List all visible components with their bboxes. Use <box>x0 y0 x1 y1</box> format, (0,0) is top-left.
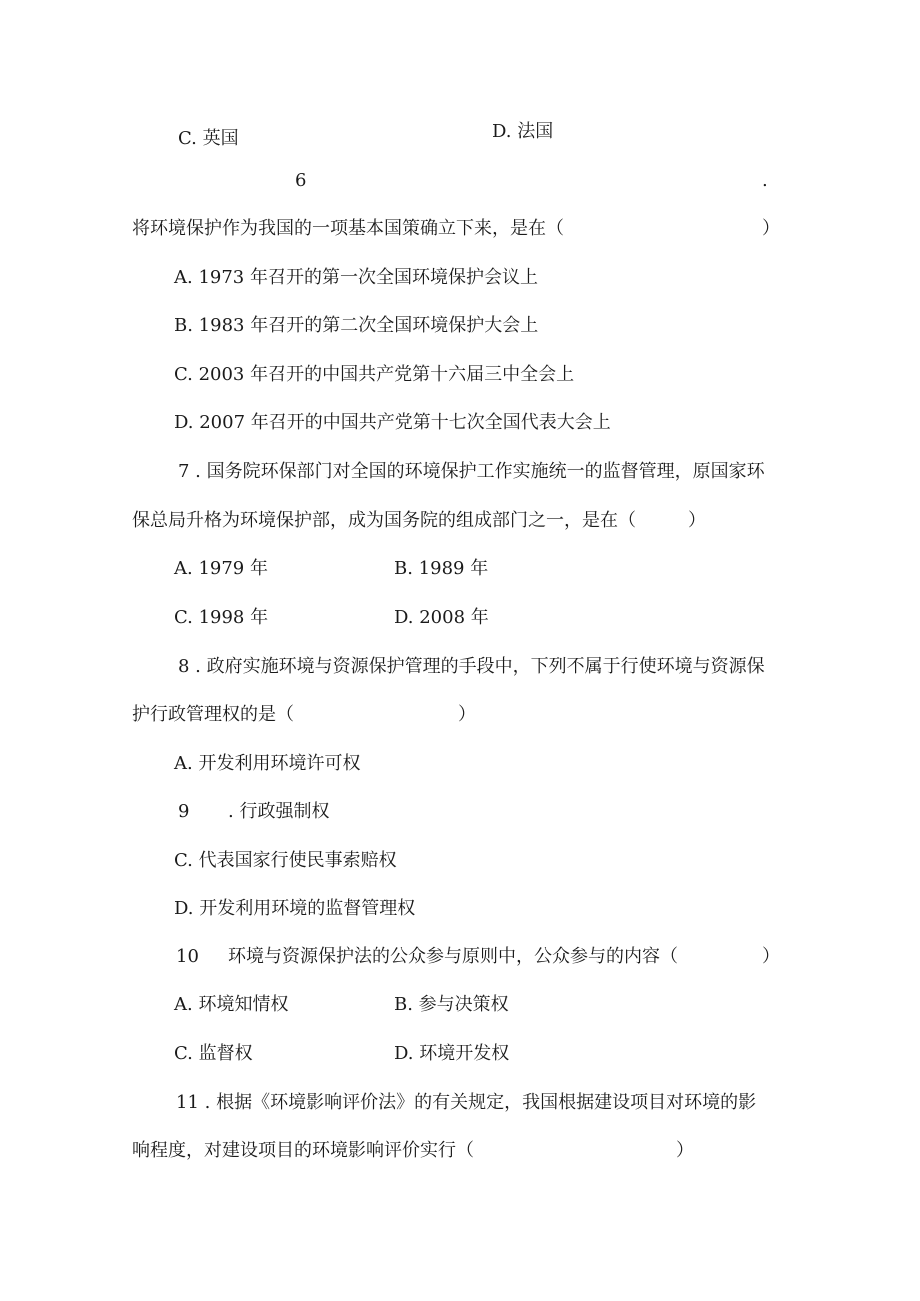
q6-option-d: D. 2007 年召开的中国共产党第十七次全国代表大会上 <box>174 412 611 433</box>
q7-option-d: D. 2008 年 <box>394 607 489 628</box>
q6-dot: . <box>762 170 768 191</box>
q8-close-paren: ） <box>458 704 476 725</box>
q7-option-a: A. 1979 年 <box>174 558 268 579</box>
q8-option-a: A. 开发利用环境许可权 <box>174 753 361 774</box>
q10-option-d: D. 环境开发权 <box>394 1043 510 1064</box>
q10-question: 环境与资源保护法的公众参与原则中，公众参与的内容（ <box>228 946 678 967</box>
q8-option-b: . 行政强制权 <box>228 801 330 822</box>
q5-option-d: D. 法国 <box>492 121 554 142</box>
q8-option-d: D. 开发利用环境的监督管理权 <box>174 898 416 919</box>
q6-option-b: B. 1983 年召开的第二次全国环境保护大会上 <box>174 315 539 336</box>
q6-option-a: A. 1973 年召开的第一次全国环境保护会议上 <box>174 267 538 288</box>
q8-option-c: C. 代表国家行使民事索赔权 <box>174 850 397 871</box>
q10-close-paren: ） <box>762 946 780 967</box>
q10-number: 10 <box>176 946 199 967</box>
q6-number: 6 <box>295 170 307 191</box>
q7-option-b: B. 1989 年 <box>394 558 489 579</box>
q6-question: 将环境保护作为我国的一项基本国策确立下来，是在（ <box>132 218 564 239</box>
q8-question-line2: 护行政管理权的是（ <box>132 704 294 725</box>
q8-question-line1: 8 . 政府实施环境与资源保护管理的手段中，下列不属于行使环境与资源保 <box>178 656 765 677</box>
q6-option-c: C. 2003 年召开的中国共产党第十六届三中全会上 <box>174 364 575 385</box>
q7-question-line1: 7 . 国务院环保部门对全国的环境保护工作实施统一的监督管理，原国家环 <box>178 461 765 482</box>
q10-option-b: B. 参与决策权 <box>394 994 509 1015</box>
q10-option-c: C. 监督权 <box>174 1043 253 1064</box>
q10-option-a: A. 环境知情权 <box>174 994 289 1015</box>
q7-close-paren: ） <box>688 510 706 531</box>
q7-option-c: C. 1998 年 <box>174 607 269 628</box>
q11-question-line2: 响程度，对建设项目的环境影响评价实行（ <box>132 1140 474 1161</box>
q8-option-b-number: 9 <box>178 801 190 822</box>
q6-close-paren: ） <box>762 218 780 239</box>
q5-option-c: C. 英国 <box>178 128 239 149</box>
q11-close-paren: ） <box>676 1140 694 1161</box>
q7-question-line2: 保总局升格为环境保护部，成为国务院的组成部门之一，是在（ <box>132 510 636 531</box>
q11-question-line1: 11 . 根据《环境影响评价法》的有关规定，我国根据建设项目对环境的影 <box>176 1092 757 1113</box>
